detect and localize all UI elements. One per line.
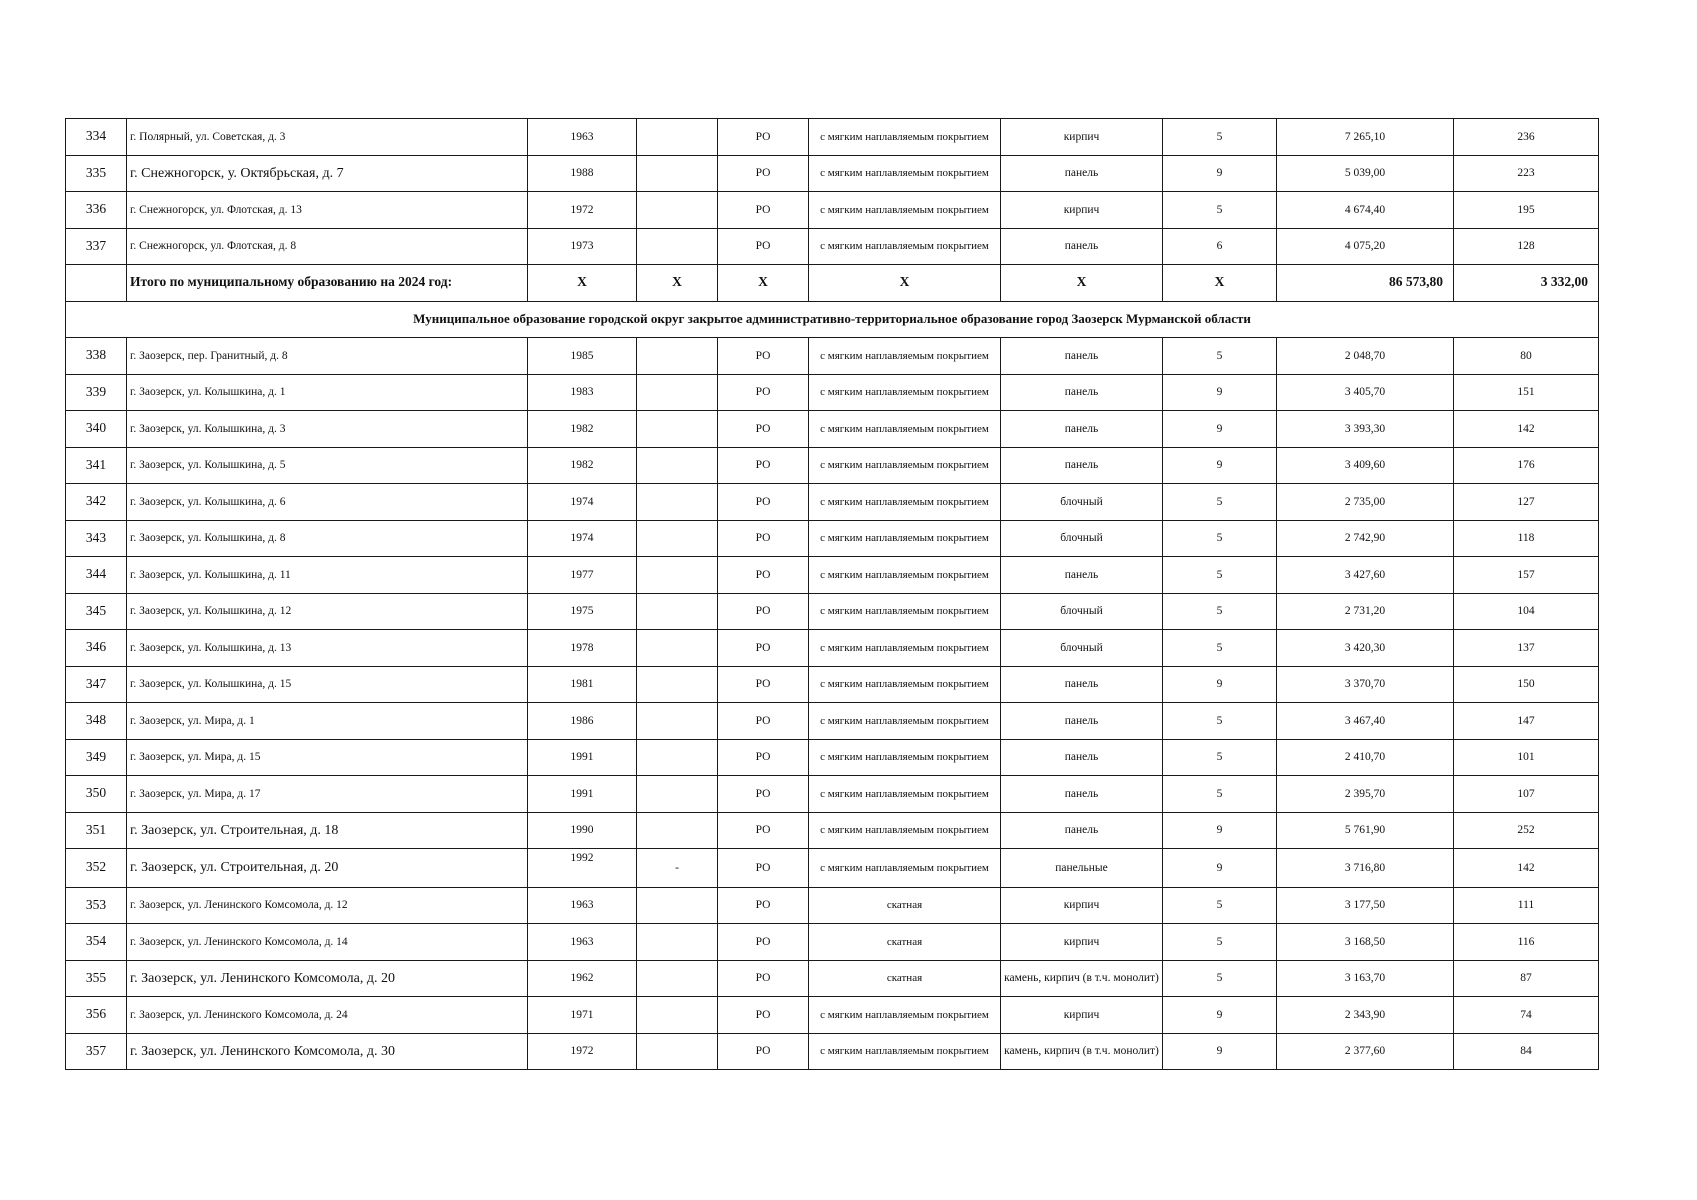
floors-cell: 9 xyxy=(1163,447,1277,484)
people-cell: 118 xyxy=(1454,520,1599,557)
floors-cell: 5 xyxy=(1163,630,1277,667)
row-number: 334 xyxy=(66,119,127,156)
type-cell: РО xyxy=(718,484,809,521)
material-cell: блочный xyxy=(1001,520,1163,557)
material-cell: кирпич xyxy=(1001,887,1163,924)
year-cell: 1978 xyxy=(528,630,637,667)
roof-cell: с мягким наплавляемым покрытием xyxy=(809,666,1001,703)
people-cell: 87 xyxy=(1454,960,1599,997)
table-row xyxy=(66,411,1599,448)
type-cell: РО xyxy=(718,666,809,703)
row-number: 340 xyxy=(66,411,127,448)
table-row xyxy=(66,924,1599,961)
table-row xyxy=(66,228,1599,265)
address-cell: г. Заозерск, пер. Гранитный, д. 8 xyxy=(127,338,528,375)
area-cell: 3 427,60 xyxy=(1277,557,1454,594)
area-cell: 4 674,40 xyxy=(1277,192,1454,229)
extra-cell xyxy=(637,630,718,667)
extra-cell xyxy=(637,739,718,776)
area-cell: 2 742,90 xyxy=(1277,520,1454,557)
floors-cell: 9 xyxy=(1163,849,1277,888)
row-number: 348 xyxy=(66,703,127,740)
extra-cell xyxy=(637,484,718,521)
area-cell: 5 039,00 xyxy=(1277,155,1454,192)
section-title: Муниципальное образование городской округ закрытое административно-территориальное образование город Заозерск Мурманской области xyxy=(66,301,1599,338)
material-cell: панель xyxy=(1001,155,1163,192)
people-cell: 84 xyxy=(1454,1033,1599,1070)
floors-cell: 5 xyxy=(1163,739,1277,776)
roof-cell: с мягким наплавляемым покрытием xyxy=(809,119,1001,156)
address-cell: г. Снежногорск, у. Октябрьская, д. 7 xyxy=(127,155,528,192)
year-cell: 1963 xyxy=(528,924,637,961)
table-row xyxy=(66,666,1599,703)
roof-cell: с мягким наплавляемым покрытием xyxy=(809,849,1001,888)
table-row xyxy=(66,1033,1599,1070)
area-cell: 3 163,70 xyxy=(1277,960,1454,997)
year-cell: 1972 xyxy=(528,1033,637,1070)
year-cell: 1963 xyxy=(528,119,637,156)
floors-cell: 5 xyxy=(1163,887,1277,924)
total-row xyxy=(66,265,1599,302)
total-x-cell: X xyxy=(528,265,637,302)
row-number: 344 xyxy=(66,557,127,594)
table-row xyxy=(66,997,1599,1034)
roof-cell: с мягким наплавляемым покрытием xyxy=(809,703,1001,740)
material-cell: панель xyxy=(1001,411,1163,448)
table-row xyxy=(66,812,1599,849)
roof-cell: с мягким наплавляемым покрытием xyxy=(809,155,1001,192)
address-cell: г. Заозерск, ул. Колышкина, д. 8 xyxy=(127,520,528,557)
address-cell: г. Заозерск, ул. Мира, д. 17 xyxy=(127,776,528,813)
address-cell: г. Заозерск, ул. Мира, д. 1 xyxy=(127,703,528,740)
roof-cell: с мягким наплавляемым покрытием xyxy=(809,557,1001,594)
total-empty-cell xyxy=(66,265,127,302)
area-cell: 4 075,20 xyxy=(1277,228,1454,265)
row-number: 354 xyxy=(66,924,127,961)
extra-cell xyxy=(637,812,718,849)
material-cell: камень, кирпич (в т.ч. монолит) xyxy=(1001,1033,1163,1070)
row-number: 352 xyxy=(66,849,127,888)
roof-cell: с мягким наплавляемым покрытием xyxy=(809,593,1001,630)
row-number: 343 xyxy=(66,520,127,557)
type-cell: РО xyxy=(718,776,809,813)
address-cell: г. Заозерск, ул. Ленинского Комсомола, д. 20 xyxy=(127,960,528,997)
year-cell: 1988 xyxy=(528,155,637,192)
table-row xyxy=(66,192,1599,229)
floors-cell: 5 xyxy=(1163,520,1277,557)
type-cell: РО xyxy=(718,447,809,484)
type-cell: РО xyxy=(718,411,809,448)
material-cell: панель xyxy=(1001,338,1163,375)
total-x-cell: X xyxy=(1163,265,1277,302)
roof-cell: с мягким наплавляемым покрытием xyxy=(809,447,1001,484)
roof-cell: с мягким наплавляемым покрытием xyxy=(809,520,1001,557)
table-row xyxy=(66,739,1599,776)
people-cell: 128 xyxy=(1454,228,1599,265)
people-cell: 176 xyxy=(1454,447,1599,484)
floors-cell: 5 xyxy=(1163,557,1277,594)
material-cell: панель xyxy=(1001,374,1163,411)
address-cell: г. Снежногорск, ул. Флотская, д. 13 xyxy=(127,192,528,229)
table-row xyxy=(66,703,1599,740)
row-number: 355 xyxy=(66,960,127,997)
floors-cell: 9 xyxy=(1163,374,1277,411)
address-cell: г. Заозерск, ул. Колышкина, д. 5 xyxy=(127,447,528,484)
material-cell: блочный xyxy=(1001,484,1163,521)
row-number: 351 xyxy=(66,812,127,849)
row-number: 335 xyxy=(66,155,127,192)
year-cell: 1992 xyxy=(528,849,637,888)
people-cell: 151 xyxy=(1454,374,1599,411)
floors-cell: 5 xyxy=(1163,924,1277,961)
year-cell: 1977 xyxy=(528,557,637,594)
total-label: Итого по муниципальному образованию на 2024 год: xyxy=(127,265,528,302)
year-cell: 1990 xyxy=(528,812,637,849)
material-cell: панельные xyxy=(1001,849,1163,888)
table-row xyxy=(66,849,1599,888)
year-cell: 1973 xyxy=(528,228,637,265)
row-number: 339 xyxy=(66,374,127,411)
type-cell: РО xyxy=(718,739,809,776)
people-cell: 104 xyxy=(1454,593,1599,630)
extra-cell xyxy=(637,960,718,997)
table-row xyxy=(66,593,1599,630)
extra-cell xyxy=(637,447,718,484)
type-cell: РО xyxy=(718,630,809,667)
year-cell: 1975 xyxy=(528,593,637,630)
extra-cell xyxy=(637,374,718,411)
year-cell: 1981 xyxy=(528,666,637,703)
row-number: 350 xyxy=(66,776,127,813)
extra-cell xyxy=(637,338,718,375)
address-cell: г. Заозерск, ул. Ленинского Комсомола, д. 12 xyxy=(127,887,528,924)
address-cell: г. Заозерск, ул. Колышкина, д. 15 xyxy=(127,666,528,703)
table-row xyxy=(66,155,1599,192)
extra-cell xyxy=(637,593,718,630)
material-cell: панель xyxy=(1001,739,1163,776)
extra-cell xyxy=(637,1033,718,1070)
people-cell: 116 xyxy=(1454,924,1599,961)
roof-cell: с мягким наплавляемым покрытием xyxy=(809,228,1001,265)
address-cell: г. Заозерск, ул. Колышкина, д. 13 xyxy=(127,630,528,667)
roof-cell: скатная xyxy=(809,924,1001,961)
extra-cell xyxy=(637,411,718,448)
extra-cell xyxy=(637,887,718,924)
address-cell: г. Заозерск, ул. Колышкина, д. 11 xyxy=(127,557,528,594)
row-number: 347 xyxy=(66,666,127,703)
extra-cell xyxy=(637,703,718,740)
roof-cell: с мягким наплавляемым покрытием xyxy=(809,812,1001,849)
address-cell: г. Заозерск, ул. Ленинского Комсомола, д. 30 xyxy=(127,1033,528,1070)
area-cell: 2 410,70 xyxy=(1277,739,1454,776)
table-row xyxy=(66,887,1599,924)
area-cell: 3 716,80 xyxy=(1277,849,1454,888)
roof-cell: с мягким наплавляемым покрытием xyxy=(809,739,1001,776)
roof-cell: с мягким наплавляемым покрытием xyxy=(809,630,1001,667)
floors-cell: 6 xyxy=(1163,228,1277,265)
table-row xyxy=(66,630,1599,667)
people-cell: 127 xyxy=(1454,484,1599,521)
people-cell: 236 xyxy=(1454,119,1599,156)
roof-cell: с мягким наплавляемым покрытием xyxy=(809,338,1001,375)
area-cell: 3 467,40 xyxy=(1277,703,1454,740)
people-cell: 150 xyxy=(1454,666,1599,703)
people-cell: 147 xyxy=(1454,703,1599,740)
area-cell: 3 393,30 xyxy=(1277,411,1454,448)
floors-cell: 9 xyxy=(1163,411,1277,448)
total-x-cell: X xyxy=(809,265,1001,302)
material-cell: панель xyxy=(1001,666,1163,703)
address-cell: г. Снежногорск, ул. Флотская, д. 8 xyxy=(127,228,528,265)
area-cell: 3 405,70 xyxy=(1277,374,1454,411)
people-cell: 101 xyxy=(1454,739,1599,776)
type-cell: РО xyxy=(718,887,809,924)
address-cell: г. Заозерск, ул. Колышкина, д. 6 xyxy=(127,484,528,521)
row-number: 341 xyxy=(66,447,127,484)
year-cell: 1983 xyxy=(528,374,637,411)
material-cell: кирпич xyxy=(1001,997,1163,1034)
area-cell: 2 377,60 xyxy=(1277,1033,1454,1070)
floors-cell: 9 xyxy=(1163,1033,1277,1070)
people-cell: 107 xyxy=(1454,776,1599,813)
row-number: 356 xyxy=(66,997,127,1034)
address-cell: г. Заозерск, ул. Ленинского Комсомола, д. 14 xyxy=(127,924,528,961)
material-cell: блочный xyxy=(1001,593,1163,630)
year-cell: 1991 xyxy=(528,739,637,776)
type-cell: РО xyxy=(718,374,809,411)
table-row xyxy=(66,119,1599,156)
roof-cell: с мягким наплавляемым покрытием xyxy=(809,997,1001,1034)
housing-table xyxy=(65,118,1599,1070)
address-cell: г. Заозерск, ул. Ленинского Комсомола, д. 24 xyxy=(127,997,528,1034)
row-number: 342 xyxy=(66,484,127,521)
area-cell: 7 265,10 xyxy=(1277,119,1454,156)
year-cell: 1962 xyxy=(528,960,637,997)
type-cell: РО xyxy=(718,338,809,375)
extra-cell xyxy=(637,557,718,594)
table-row xyxy=(66,776,1599,813)
address-cell: г. Заозерск, ул. Строительная, д. 18 xyxy=(127,812,528,849)
material-cell: кирпич xyxy=(1001,119,1163,156)
material-cell: блочный xyxy=(1001,630,1163,667)
year-cell: 1985 xyxy=(528,338,637,375)
address-cell: г. Полярный, ул. Советская, д. 3 xyxy=(127,119,528,156)
floors-cell: 9 xyxy=(1163,155,1277,192)
extra-cell xyxy=(637,997,718,1034)
table-row xyxy=(66,520,1599,557)
people-cell: 111 xyxy=(1454,887,1599,924)
people-cell: 142 xyxy=(1454,411,1599,448)
people-cell: 157 xyxy=(1454,557,1599,594)
area-cell: 2 048,70 xyxy=(1277,338,1454,375)
total-x-cell: X xyxy=(1001,265,1163,302)
type-cell: РО xyxy=(718,812,809,849)
roof-cell: с мягким наплавляемым покрытием xyxy=(809,776,1001,813)
floors-cell: 5 xyxy=(1163,593,1277,630)
type-cell: РО xyxy=(718,1033,809,1070)
address-cell: г. Заозерск, ул. Колышкина, д. 1 xyxy=(127,374,528,411)
extra-cell xyxy=(637,228,718,265)
type-cell: РО xyxy=(718,155,809,192)
row-number: 357 xyxy=(66,1033,127,1070)
section-row xyxy=(66,301,1599,338)
year-cell: 1991 xyxy=(528,776,637,813)
year-cell: 1971 xyxy=(528,997,637,1034)
area-cell: 2 343,90 xyxy=(1277,997,1454,1034)
extra-cell xyxy=(637,520,718,557)
total-people: 3 332,00 xyxy=(1454,265,1599,302)
people-cell: 137 xyxy=(1454,630,1599,667)
table-row xyxy=(66,447,1599,484)
extra-cell: - xyxy=(637,849,718,888)
material-cell: панель xyxy=(1001,557,1163,594)
type-cell: РО xyxy=(718,192,809,229)
floors-cell: 5 xyxy=(1163,703,1277,740)
area-cell: 3 420,30 xyxy=(1277,630,1454,667)
row-number: 345 xyxy=(66,593,127,630)
area-cell: 3 177,50 xyxy=(1277,887,1454,924)
area-cell: 3 168,50 xyxy=(1277,924,1454,961)
people-cell: 252 xyxy=(1454,812,1599,849)
material-cell: панель xyxy=(1001,228,1163,265)
material-cell: панель xyxy=(1001,447,1163,484)
year-cell: 1982 xyxy=(528,411,637,448)
type-cell: РО xyxy=(718,960,809,997)
type-cell: РО xyxy=(718,119,809,156)
floors-cell: 5 xyxy=(1163,338,1277,375)
total-x-cell: X xyxy=(637,265,718,302)
material-cell: панель xyxy=(1001,812,1163,849)
year-cell: 1974 xyxy=(528,520,637,557)
table-row xyxy=(66,338,1599,375)
floors-cell: 5 xyxy=(1163,192,1277,229)
type-cell: РО xyxy=(718,593,809,630)
extra-cell xyxy=(637,776,718,813)
floors-cell: 9 xyxy=(1163,666,1277,703)
year-cell: 1972 xyxy=(528,192,637,229)
row-number: 346 xyxy=(66,630,127,667)
people-cell: 74 xyxy=(1454,997,1599,1034)
people-cell: 223 xyxy=(1454,155,1599,192)
type-cell: РО xyxy=(718,849,809,888)
table-row xyxy=(66,484,1599,521)
address-cell: г. Заозерск, ул. Строительная, д. 20 xyxy=(127,849,528,888)
type-cell: РО xyxy=(718,557,809,594)
roof-cell: скатная xyxy=(809,960,1001,997)
row-number: 338 xyxy=(66,338,127,375)
address-cell: г. Заозерск, ул. Колышкина, д. 3 xyxy=(127,411,528,448)
extra-cell xyxy=(637,924,718,961)
table-row xyxy=(66,960,1599,997)
address-cell: г. Заозерск, ул. Колышкина, д. 12 xyxy=(127,593,528,630)
row-number: 336 xyxy=(66,192,127,229)
total-area: 86 573,80 xyxy=(1277,265,1454,302)
type-cell: РО xyxy=(718,703,809,740)
roof-cell: с мягким наплавляемым покрытием xyxy=(809,374,1001,411)
area-cell: 2 395,70 xyxy=(1277,776,1454,813)
year-cell: 1974 xyxy=(528,484,637,521)
people-cell: 142 xyxy=(1454,849,1599,888)
extra-cell xyxy=(637,192,718,229)
people-cell: 195 xyxy=(1454,192,1599,229)
floors-cell: 5 xyxy=(1163,776,1277,813)
table-row xyxy=(66,557,1599,594)
roof-cell: с мягким наплавляемым покрытием xyxy=(809,1033,1001,1070)
area-cell: 5 761,90 xyxy=(1277,812,1454,849)
floors-cell: 5 xyxy=(1163,960,1277,997)
type-cell: РО xyxy=(718,228,809,265)
row-number: 337 xyxy=(66,228,127,265)
area-cell: 3 370,70 xyxy=(1277,666,1454,703)
address-cell: г. Заозерск, ул. Мира, д. 15 xyxy=(127,739,528,776)
type-cell: РО xyxy=(718,924,809,961)
table-row xyxy=(66,374,1599,411)
extra-cell xyxy=(637,155,718,192)
row-number: 349 xyxy=(66,739,127,776)
floors-cell: 5 xyxy=(1163,484,1277,521)
area-cell: 2 735,00 xyxy=(1277,484,1454,521)
year-cell: 1986 xyxy=(528,703,637,740)
row-number: 353 xyxy=(66,887,127,924)
area-cell: 2 731,20 xyxy=(1277,593,1454,630)
total-x-cell: X xyxy=(718,265,809,302)
people-cell: 80 xyxy=(1454,338,1599,375)
year-cell: 1963 xyxy=(528,887,637,924)
extra-cell xyxy=(637,119,718,156)
extra-cell xyxy=(637,666,718,703)
material-cell: кирпич xyxy=(1001,192,1163,229)
area-cell: 3 409,60 xyxy=(1277,447,1454,484)
floors-cell: 5 xyxy=(1163,119,1277,156)
floors-cell: 9 xyxy=(1163,812,1277,849)
material-cell: камень, кирпич (в т.ч. монолит) xyxy=(1001,960,1163,997)
type-cell: РО xyxy=(718,997,809,1034)
roof-cell: скатная xyxy=(809,887,1001,924)
roof-cell: с мягким наплавляемым покрытием xyxy=(809,484,1001,521)
type-cell: РО xyxy=(718,520,809,557)
material-cell: панель xyxy=(1001,703,1163,740)
year-cell: 1982 xyxy=(528,447,637,484)
floors-cell: 9 xyxy=(1163,997,1277,1034)
roof-cell: с мягким наплавляемым покрытием xyxy=(809,411,1001,448)
material-cell: панель xyxy=(1001,776,1163,813)
roof-cell: с мягким наплавляемым покрытием xyxy=(809,192,1001,229)
material-cell: кирпич xyxy=(1001,924,1163,961)
